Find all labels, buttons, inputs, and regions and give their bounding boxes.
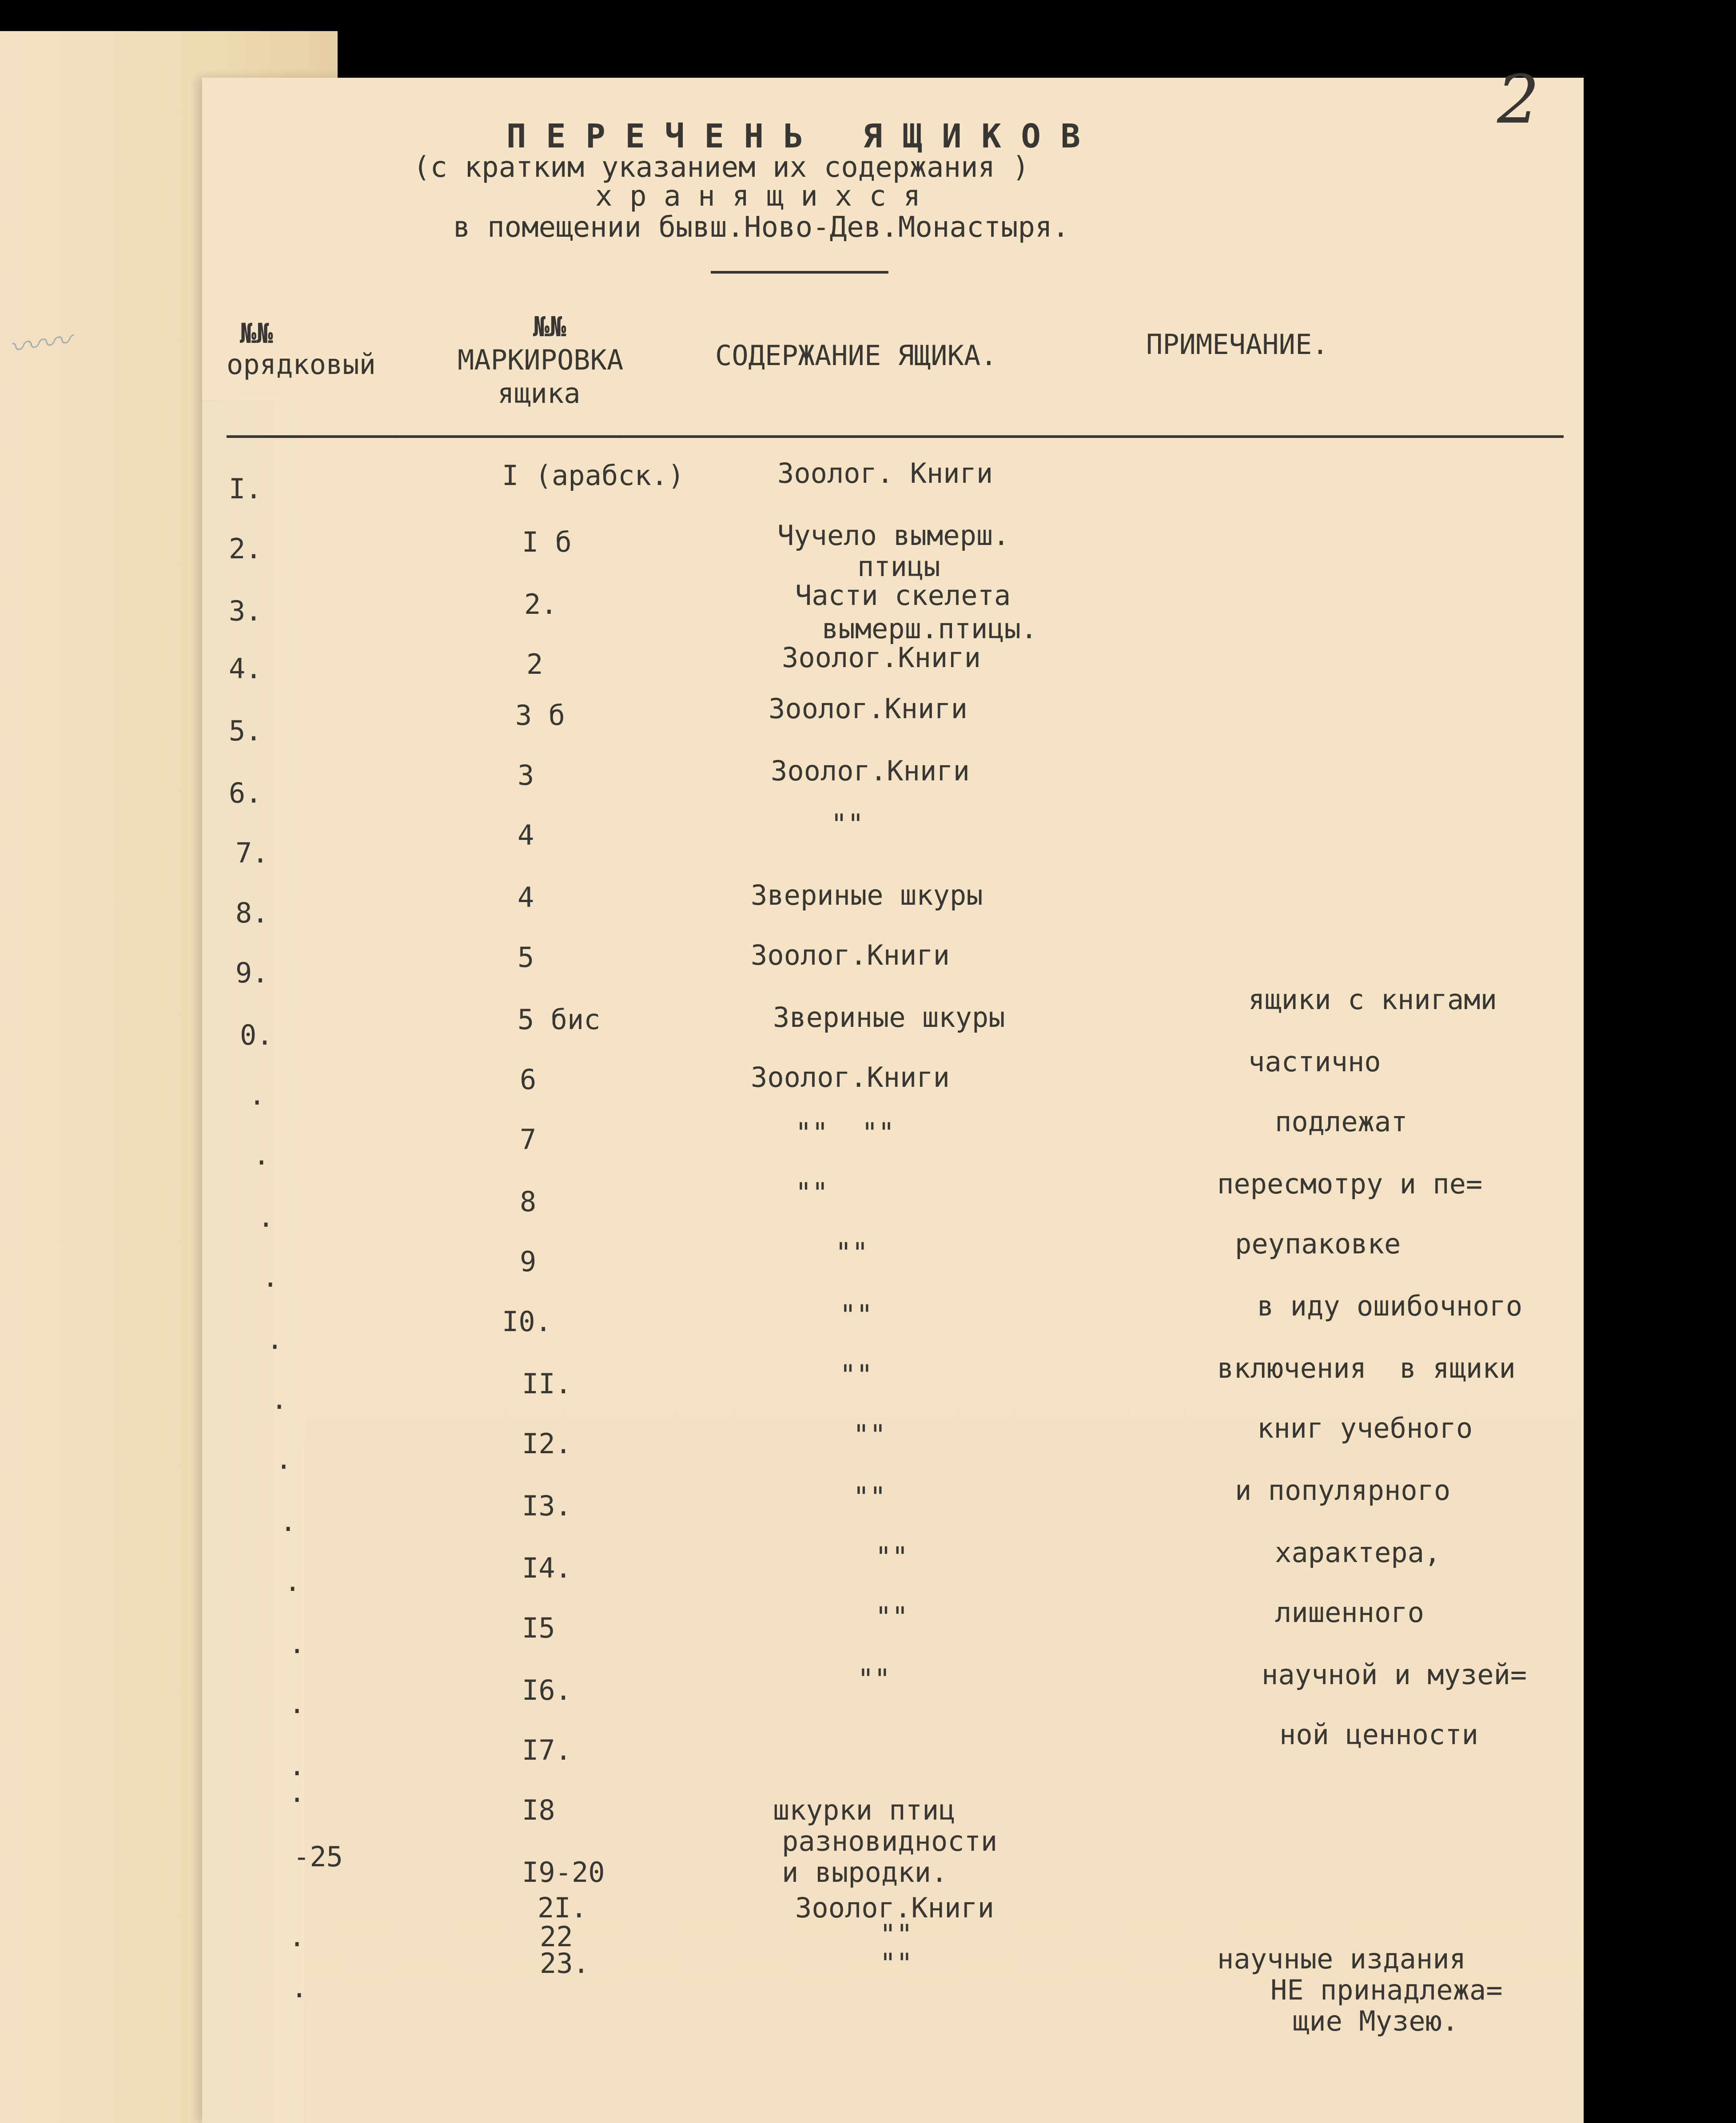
- row-26-content: Зоолог.Книги: [795, 1892, 994, 1924]
- row-17-mark: I2.: [522, 1427, 572, 1460]
- row-8-number: 8.: [235, 897, 269, 929]
- row-1-number: I.: [229, 473, 262, 505]
- row-28-mark: 23.: [540, 1947, 589, 1980]
- remark-line-3: подлежат: [1275, 1105, 1408, 1138]
- row-7-number: 7.: [235, 837, 269, 869]
- remark2-line-1: научные издания: [1217, 1943, 1466, 1975]
- row-4-content: Зоолог.Книги: [782, 641, 981, 674]
- row-27-content: "": [880, 1918, 913, 1951]
- row-18-content: "": [853, 1481, 886, 1513]
- header-col1-top: №№: [240, 317, 273, 350]
- row-11-mark: 6: [520, 1063, 537, 1096]
- header-col4: ПРИМЕЧАНИЕ.: [1146, 328, 1329, 361]
- row-17-content: "": [853, 1419, 886, 1451]
- row-8-mark: 4: [518, 881, 534, 914]
- row-22-mark: I7.: [522, 1734, 572, 1766]
- remark2-line-2: НЕ принадлежа=: [1270, 1974, 1503, 2006]
- remark-line-9: и популярного: [1235, 1474, 1451, 1507]
- row-20-number: .: [289, 1627, 306, 1660]
- title-line-4: в помещении бывш.Ново-Дев.Монастыря.: [453, 211, 1070, 244]
- row-1-content: Зоолог. Книги: [777, 457, 993, 489]
- row-5-mark: 3 б: [515, 699, 565, 732]
- row-19-number: .: [284, 1565, 301, 1598]
- row-15-content: "": [840, 1299, 873, 1331]
- row-18-number: .: [280, 1505, 297, 1538]
- row-15-number: .: [267, 1323, 283, 1356]
- row-26-mark: 2I.: [538, 1892, 587, 1924]
- row-24-content: разновидности: [782, 1825, 998, 1857]
- remark-line-11: лишенного: [1275, 1596, 1424, 1629]
- remark-line-1: ящики с книгами: [1248, 983, 1497, 1016]
- row-7-content: "": [831, 808, 864, 840]
- row-18-mark: I3.: [522, 1490, 572, 1522]
- remark-line-7: включения в ящики: [1217, 1352, 1516, 1384]
- row-16-mark: II.: [522, 1368, 572, 1400]
- row-10-mark: 5 бис: [518, 1003, 601, 1036]
- row-19-mark: I4.: [522, 1552, 572, 1584]
- remark-line-12: научной и музей=: [1262, 1658, 1527, 1691]
- row-10-number: 0.: [240, 1019, 273, 1051]
- row-17-number: .: [275, 1443, 292, 1475]
- row-22-number: .: [289, 1749, 306, 1782]
- row-2-number: 2.: [229, 533, 262, 565]
- row-23-mark: I8: [522, 1794, 555, 1826]
- row-21-content: "": [857, 1663, 891, 1695]
- row-11-number: .: [249, 1079, 266, 1111]
- remark-line-5: реупаковке: [1235, 1228, 1401, 1260]
- row-14-mark: 9: [520, 1245, 537, 1278]
- row-13-content: "": [795, 1177, 828, 1209]
- header-col3: СОДЕРЖАНИЕ ЯЩИКА.: [715, 339, 997, 372]
- row-5-number: 5.: [229, 715, 262, 747]
- remark-line-4: пересмотру и пе=: [1217, 1168, 1483, 1200]
- row-3-content-2: вымерш.птицы.: [822, 612, 1038, 645]
- remark-line-10: характера,: [1275, 1536, 1441, 1569]
- row-26-number: .: [289, 1920, 306, 1953]
- row-8-content: Звериные шкуры: [751, 879, 983, 911]
- title-line-2: (с кратким указанием их содержания ): [413, 151, 1030, 184]
- row-25-mark: I9-20: [522, 1856, 605, 1888]
- row-23-content: шкурки птиц: [773, 1794, 956, 1826]
- row-20-mark: I5: [522, 1612, 555, 1644]
- row-27-mark: 22: [540, 1920, 573, 1953]
- row-2-mark: I б: [522, 526, 572, 558]
- header-col1: орядковый: [227, 348, 376, 381]
- row-2-content: Чучело вымерш.: [777, 519, 1010, 552]
- remark-line-8: книг учебного: [1257, 1412, 1473, 1444]
- row-14-content: "": [835, 1236, 868, 1269]
- row-19-content: "": [875, 1541, 908, 1573]
- row-7-mark: 4: [518, 819, 534, 851]
- row-5-content: Зоолог.Книги: [768, 692, 968, 725]
- header-col2-top: №№: [533, 310, 566, 343]
- row-28-number: .: [291, 1972, 308, 2004]
- margin-stamp: 〰〰: [6, 322, 74, 367]
- folio-number: 2: [1497, 61, 1540, 139]
- row-21-number: .: [289, 1687, 306, 1720]
- row-11-content: Зоолог.Книги: [751, 1061, 950, 1093]
- row-2-content-2: птицы: [857, 550, 940, 583]
- row-3-mark: 2.: [524, 588, 557, 620]
- header-col2-sub: ящика: [498, 377, 581, 409]
- row-15-mark: I0.: [502, 1305, 552, 1338]
- header-rule: [227, 435, 1564, 438]
- row-16-number: .: [271, 1383, 288, 1415]
- row-25-content: и выродки.: [782, 1856, 948, 1888]
- title-underline: [711, 271, 888, 274]
- remark-line-6: в иду ошибочного: [1257, 1290, 1523, 1322]
- row-23-number: .: [289, 1776, 306, 1809]
- row-3-content: Части скелета: [795, 579, 1011, 612]
- row-12-content: "" "": [795, 1117, 895, 1149]
- row-13-mark: 8: [520, 1185, 537, 1218]
- row-6-content: Зоолог.Книги: [771, 755, 970, 787]
- row-9-mark: 5: [518, 941, 534, 974]
- title-line-1: П Е Р Е Ч Е Н Ь Я Щ И К О В: [506, 117, 1081, 155]
- margin-edge-fragment: -25: [293, 1841, 343, 1873]
- remark2-line-3: щие Музею.: [1293, 2005, 1459, 2037]
- row-10-content: Звериные шкуры: [773, 1001, 1005, 1034]
- row-20-content: "": [875, 1601, 908, 1633]
- row-21-mark: I6.: [522, 1674, 572, 1706]
- remark-line-13: ной ценности: [1279, 1718, 1478, 1751]
- row-12-mark: 7: [520, 1123, 537, 1156]
- row-4-mark: 2: [526, 648, 543, 680]
- row-9-number: 9.: [235, 957, 269, 989]
- row-28-content: "": [880, 1947, 913, 1980]
- row-14-number: .: [262, 1261, 279, 1293]
- row-9-content: Зоолог.Книги: [751, 939, 950, 971]
- row-4-number: 4.: [229, 652, 262, 685]
- row-6-mark: 3: [518, 759, 534, 791]
- row-3-number: 3.: [229, 595, 262, 627]
- row-16-content: "": [840, 1359, 873, 1391]
- row-13-number: .: [258, 1201, 275, 1233]
- row-1-mark: I (арабск.): [502, 459, 685, 492]
- row-6-number: 6.: [229, 777, 262, 809]
- remark-line-2: частично: [1248, 1046, 1381, 1078]
- row-12-number: .: [253, 1139, 270, 1171]
- title-line-3: х р а н я щ и х с я: [595, 180, 921, 213]
- header-col2: МАРКИРОВКА: [458, 344, 624, 376]
